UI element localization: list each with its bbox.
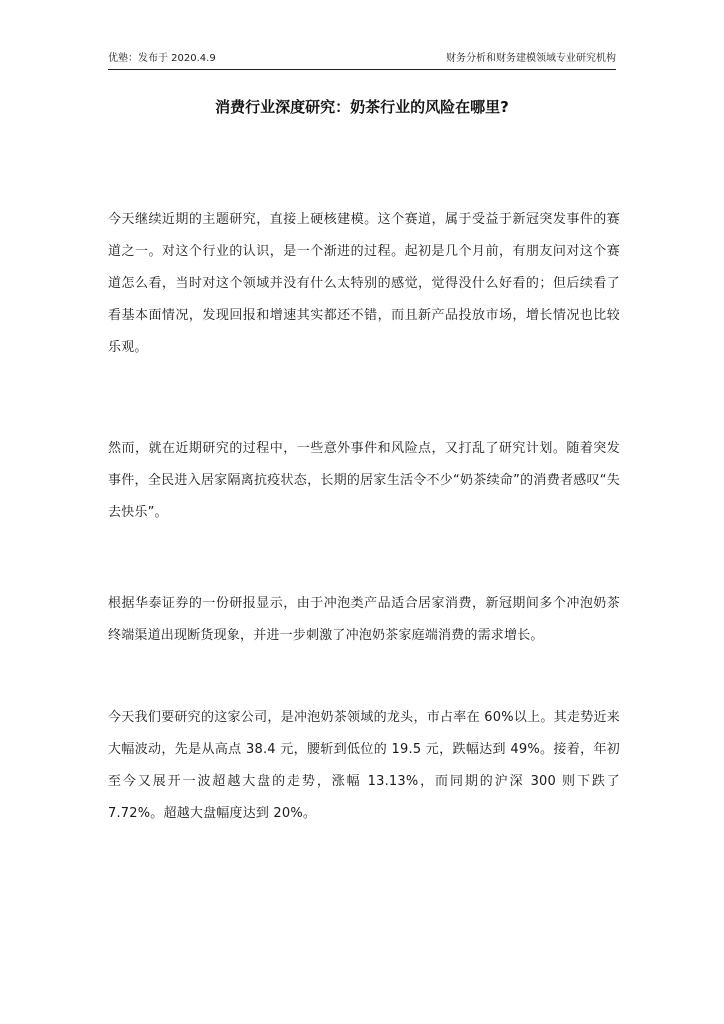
header-publish-info: 优塾：发布于 2020.4.9 <box>108 53 216 64</box>
paragraph-company-overview <box>108 702 620 830</box>
page-header <box>108 52 616 70</box>
paragraph-research-report <box>108 588 620 652</box>
header-org-tagline: 财务分析和财务建模领域专业研究机构 <box>446 53 616 64</box>
paragraph-text: 根据华泰证券的一份研报显示，由于冲泡类产品适合居家消费，新冠期间多个冲泡奶茶终端渠道出现断货现象，并进一步刺激了冲泡奶茶家庭端消费的需求增长。 <box>108 596 620 643</box>
paragraph-text: 然而，就在近期研究的过程中，一些意外事件和风险点，又打乱了研究计划。随着突发事件，全民进入居家隔离抗疫状态，长期的居家生活令不少“奶茶续命”的消费者感叹“失去快乐”。 <box>108 441 620 520</box>
document-title: 消费行业深度研究：奶茶行业的风险在哪里? <box>215 98 509 116</box>
paragraph-intro <box>108 204 620 364</box>
paragraph-risk-events <box>108 433 620 529</box>
paragraph-text: 今天继续近期的主题研究，直接上硬核建模。这个赛道，属于受益于新冠突发事件的赛道之一。对这个行业的认识，是一个渐进的过程。起初是几个月前，有朋友问对这个赛道怎么看，当时对这个领域并没有什么太特别的感觉，觉得没什么好看的；但后续看了看基本面情况，发现回报和增速其实都还不错，而且新产品投放市场，增长情况也比较乐观。 <box>108 212 620 355</box>
paragraph-text: 今天我们要研究的这家公司，是冲泡奶茶领域的龙头，市占率在 60%以上。其走势近来大幅波动，先是从高点 38.4 元，腰斩到低位的 19.5 元，跌幅达到 49%。接着，年初至今又展开一波超越大盘的走势，涨幅 13.13%，而同期的沪深 300 则下跌了 7.72%。超越大盘幅度达到 20%。 <box>108 710 620 821</box>
